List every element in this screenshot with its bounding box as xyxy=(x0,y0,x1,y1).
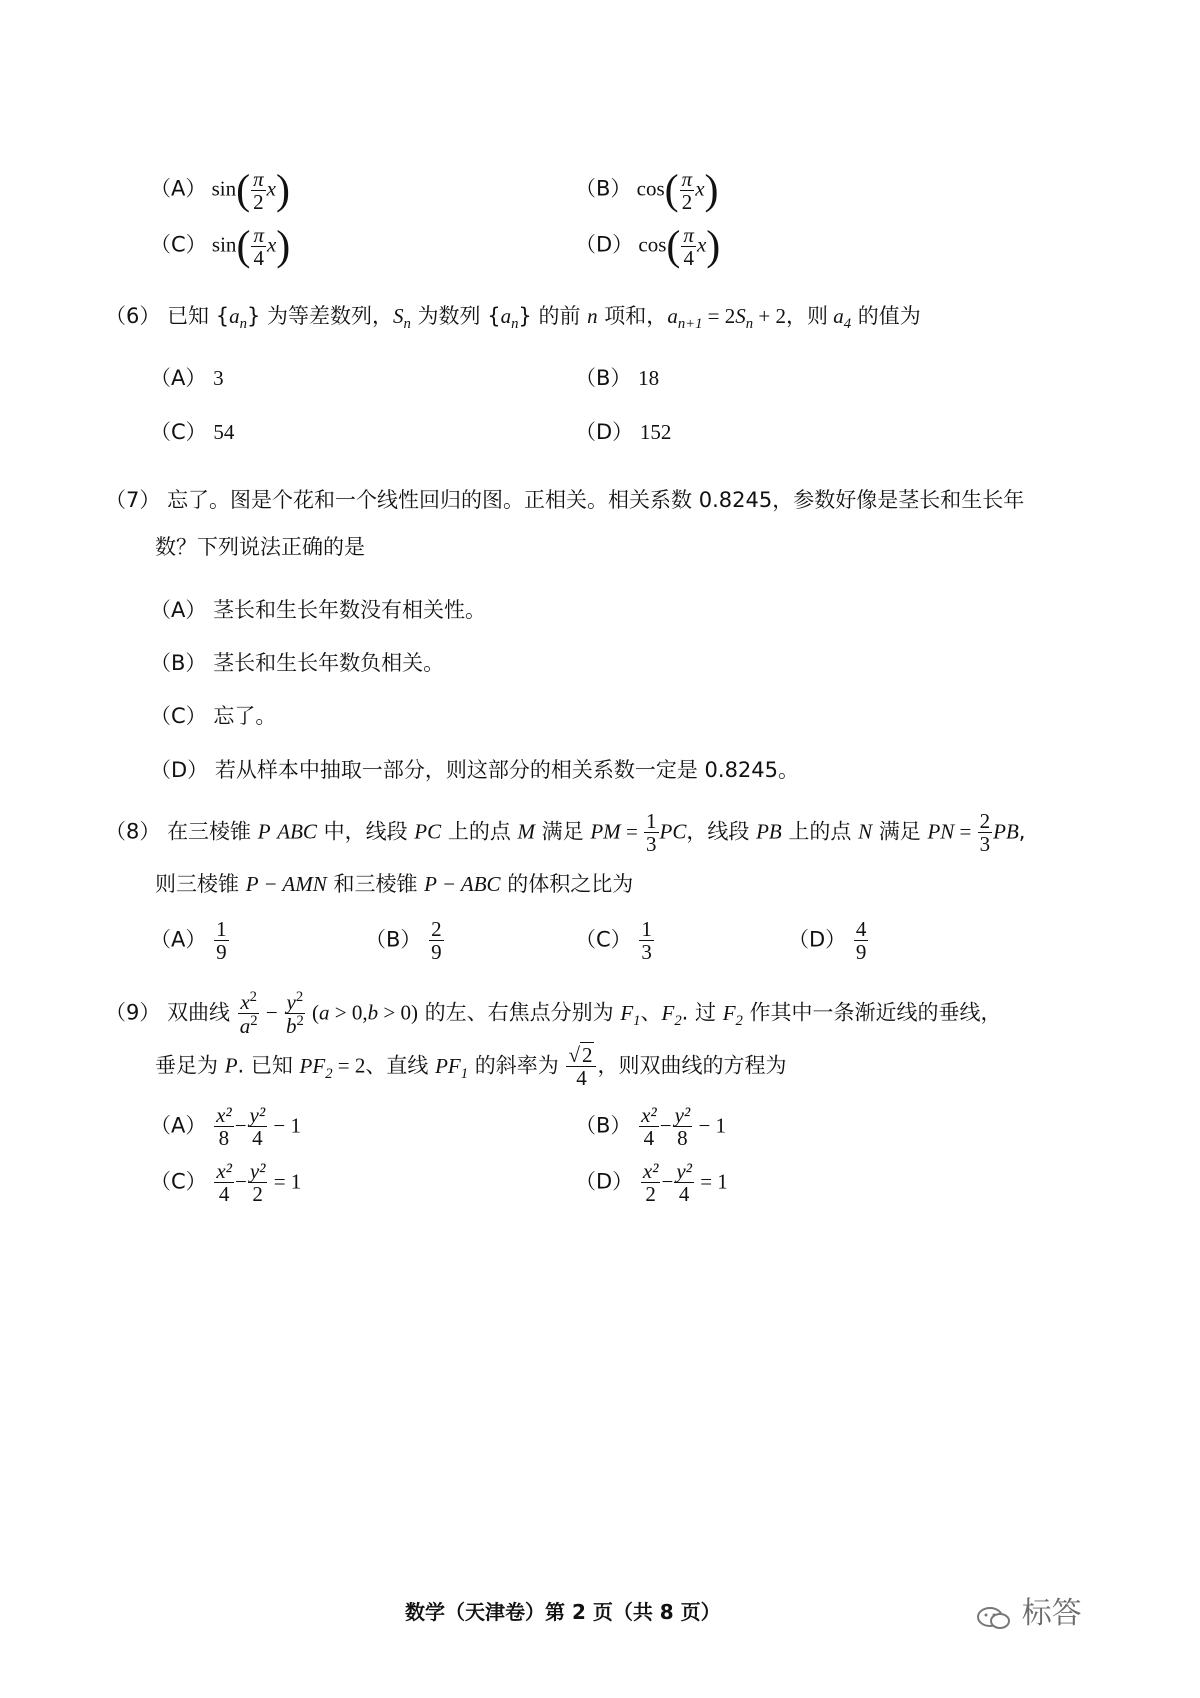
q7-option-b: （B） 茎长和生长年数负相关。 xyxy=(150,651,445,675)
q7-option-a: （A） 茎长和生长年数没有相关性。 xyxy=(150,598,487,622)
q8-stem-line1: （8） 在三棱锥 P ABC 中，线段 PC 上的点 M 满足 PM = $\frac{1}{3}$ PC，线段 PB 上的点 N 满足 PN = $\frac{2}{3}$ PB, xyxy=(105,809,1026,857)
q6-option-a: （A） 3 xyxy=(150,366,224,390)
q9-stem-line1: （9） 双曲线 $\frac{x^2}{a^2}$ − $\frac{y^2}{b^2}$ (a > 0,b > 0) 的左、右焦点分别为 $F_1$、$F_2$. 过 $F_2$ 作其中一条渐近线的垂线， xyxy=(105,989,1002,1039)
q6-option-d: （D） 152 xyxy=(575,420,672,444)
q7-option-c: （C） 忘了。 xyxy=(150,704,277,728)
q6-option-c: （C） 54 xyxy=(150,420,235,444)
q7-stem-line1: （7） 忘了。图是个花和一个线性回归的图。正相关。相关系数 0.8245，参数好像是茎长和生长年 xyxy=(105,488,1025,512)
q8-option-b: （B） $\frac{2}{9}$ xyxy=(365,917,442,965)
watermark-text: 标答 xyxy=(1021,1596,1082,1631)
q5-option-c: （C） sin( $\frac{\pi}{4}$ x) xyxy=(150,223,291,271)
q9-option-c: （C） $\frac{\text{x²}}{4}$ − $\frac{\text{y²}}{2}$ = 1 xyxy=(150,1159,302,1207)
q9-option-a: （A） $\frac{\text{x²}}{8}$ − $\frac{\text{y²}}{4}$ − 1 xyxy=(150,1103,301,1151)
q6-option-b: （B） 18 xyxy=(575,366,660,390)
q9-stem-line2: 垂足为 P. 已知 $PF_2 = 2$、直线 $PF_1$ 的斜率为 $\frac{√2}{4}$ ，则双曲线的方程为 xyxy=(155,1043,787,1091)
q8-option-a: （A） $\frac{1}{9}$ xyxy=(150,917,227,965)
q8-option-c: （C） $\frac{1}{3}$ xyxy=(575,917,652,965)
q8-stem-line2: 则三棱锥 P − AMN 和三棱锥 P − ABC 的体积之比为 xyxy=(155,872,634,896)
q7-option-d: （D） 若从样本中抽取一部分，则这部分的相关系数一定是 0.8245。 xyxy=(150,758,800,782)
q8-option-d: （D） $\frac{4}{9}$ xyxy=(788,917,867,965)
watermark xyxy=(975,1588,1082,1632)
page-footer: 数学（天津卷）第 2 页（共 8 页） xyxy=(405,1600,721,1624)
q9-option-d: （D） $\frac{\text{x²}}{2}$ − $\frac{\text{y²}}{4}$ = 1 xyxy=(575,1159,728,1207)
q6-stem: （6） 已知 $\{a_n\}$ 为等差数列，$S_n$ 为数列 $\{a_n\}$ 的前 n 项和，$a_{n+1} = 2S_n + 2$，则 $a_4$ 的值为 xyxy=(105,304,921,333)
q5-option-a: （A） sin( $\frac{\pi}{2}$ x) xyxy=(150,167,290,215)
q7-stem-line2: 数？下列说法正确的是 xyxy=(155,535,365,559)
wechat-icon xyxy=(975,1605,1015,1631)
q5-option-d: （D） cos( $\frac{\pi}{4}$ x) xyxy=(575,223,721,271)
q9-option-b: （B） $\frac{\text{x²}}{4}$ − $\frac{\text{y²}}{8}$ − 1 xyxy=(575,1103,727,1151)
q5-option-b: （B） cos( $\frac{\pi}{2}$ x) xyxy=(575,167,719,215)
